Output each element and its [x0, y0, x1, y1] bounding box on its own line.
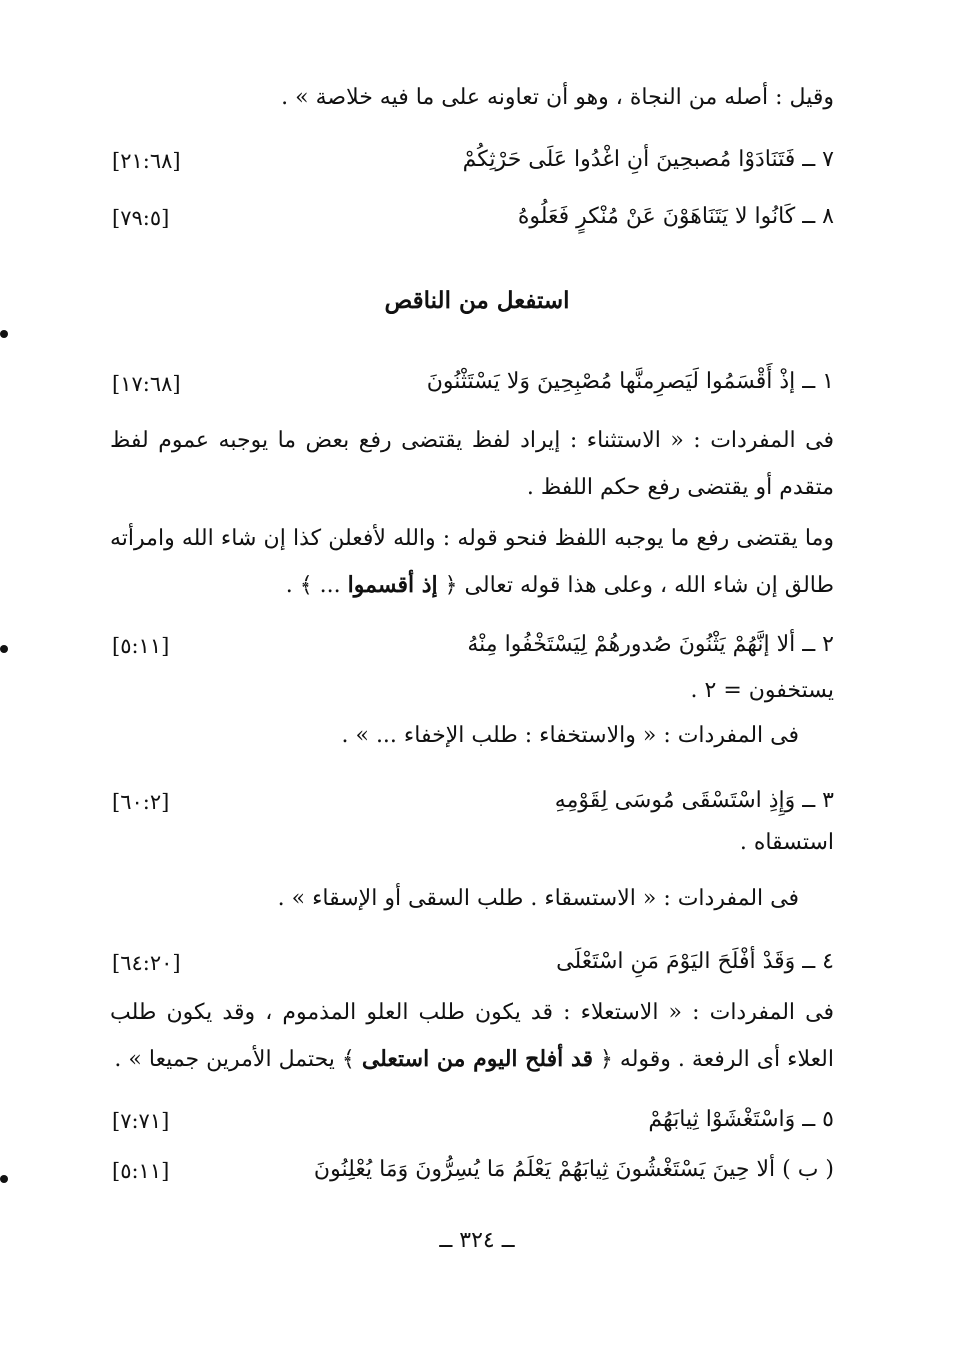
verse-2-ref: [٥:١١]	[112, 634, 170, 658]
scan-mark	[0, 1175, 8, 1183]
note-2-line-2-pre: طالق إن شاء الله ، وعلى هذا قوله تعالى ﴿	[444, 573, 834, 598]
verse-8: ٨ ــ كَانُوا لا يَتَنَاهَوْنَ عَنْ مُنْكرٍ فَعَلُوهُ	[517, 204, 834, 229]
note-2-line-2-post: ... ﴾ .	[285, 573, 341, 598]
note-4-line-2-bold: قد أفلح اليوم من استعلى	[361, 1046, 594, 1072]
note-4-line-2-post: ﴾ يحتمل الأمرين جميعا » .	[114, 1047, 355, 1072]
scan-mark	[0, 645, 8, 653]
note-1-line-2: متقدم أو يقتضى رفع حكم اللفظ .	[526, 475, 834, 500]
verse-4: ٤ ــ وَقَدْ أفْلَحَ اليَوْمَ مَنِ اسْتَعْلَى	[556, 949, 834, 974]
note-2-line-2-bold: إذ أقسموا	[347, 572, 438, 598]
verse-3-ref: [٦٠:٢]	[112, 790, 170, 814]
verse-2: ٢ ــ ألا إنَّهُمْ يَثْنُونَ صُدورهُمْ لِيَسْتَخْفُوا مِنْهُ	[467, 632, 834, 657]
verse-1-ref: [١٧:٦٨]	[112, 372, 181, 396]
verse-7: ٧ ــ فَتَنَادَوْا مُصبحِينَ أنِ اغْدُوا عَلَى حَرْثِكُمْ	[462, 147, 834, 172]
note-4-line-2	[114, 1044, 834, 1075]
verse-5-ref: [٧:٧١]	[112, 1109, 170, 1133]
verse-2-note: فى المفردات : « والاستخفاء : طلب الإخفاء ... » .	[341, 723, 799, 748]
verse-7-ref: [٢١:٦٨]	[112, 149, 181, 173]
verse-4-ref: [٦٤:٢٠]	[112, 951, 181, 975]
section-heading: استفعل من الناقص	[384, 287, 570, 314]
verse-8-ref: [٧٩:٥]	[112, 206, 170, 230]
note-2-line-2	[286, 570, 834, 601]
verse-5: ٥ ــ وَاسْتَغْشَوْا ثِيابَهُمْ	[648, 1107, 834, 1132]
note-1-line-1: فى المفردات : « الاستثناء : إيراد لفظ يقتضى رفع بعض ما يوجبه عموم لفظ	[110, 428, 834, 453]
verse-5b-ref: [٥:١١]	[112, 1159, 170, 1183]
verse-3-note: فى المفردات : « الاستسقاء . طلب السقى أو الإسقاء » .	[277, 886, 799, 911]
verse-3: ٣ ــ وَإِذِ اسْتَسْقَى مُوسَى لِقَوْمِهِ	[554, 788, 834, 813]
verse-1: ١ ــ إذْ أَقْسَمُوا لَيَصرِمنَّها مُصْبِحِينَ وَلا يَسْتَثْنُونَ	[426, 369, 834, 394]
verse-3-word: استسقاه .	[739, 830, 834, 855]
note-2-line-1: وما يقتضى رفع ما يوجبه اللفظ فنحو قوله : والله لأفعلن كذا إن شاء الله وامرأته	[110, 526, 834, 551]
verse-5b: ( ب ) ألا حِينَ يَسْتَغْشُونَ ثِيابَهُمْ يَعْلَمُ مَا يُسِرُّونَ وَمَا يُعْلِنُونَ	[313, 1157, 834, 1182]
note-4-line-1: فى المفردات : « الاستعلاء : قد يكون طلب العلو المذموم ، وقد يكون طلب	[110, 1000, 834, 1025]
note-4-line-2-pre: العلاء أى الرفعة . وقوله ﴿	[600, 1047, 834, 1072]
verse-2-count: يستخفون = ٢ .	[690, 678, 834, 703]
page-number: ــ ٣٢٤ ــ	[439, 1228, 515, 1253]
text-line-intro: وقيل : أصله من النجاة ، وهو أن تعاونه على ما فيه خلاصة » .	[281, 85, 834, 110]
scan-mark	[0, 330, 8, 338]
